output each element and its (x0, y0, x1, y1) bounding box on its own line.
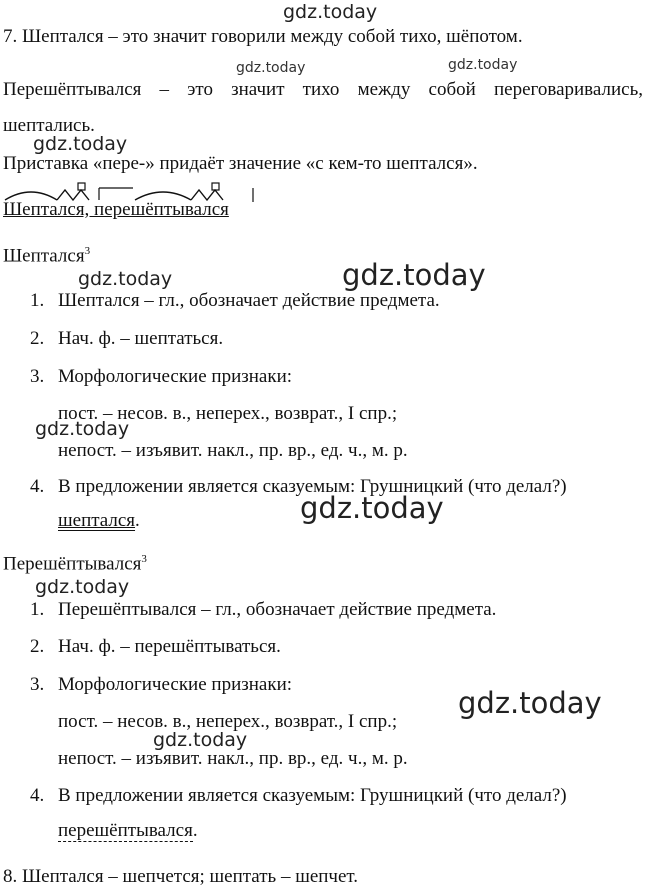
item-text: Морфологические признаки: (58, 674, 293, 695)
watermark: gdz.today (448, 57, 518, 73)
analysis2-item-3 (30, 674, 292, 697)
analysis2-item-2 (30, 636, 281, 659)
punctuation: . (135, 510, 140, 531)
analysis1-const: пост. – несов. в., неперех., возврат., I спр.; (58, 403, 398, 424)
analysis1-item-4 (30, 476, 644, 499)
item-text: В предложении является сказуемым: Грушницкий (что делал?) (58, 476, 567, 497)
analysis1-sup: 3 (84, 245, 91, 257)
task7-line1: 7. Шептался – это значит говорили между собой тихо, шёпотом. (3, 26, 523, 47)
analysis2-nonconst: непост. – изъявит. накл., пр. вр., ед. ч., м. р. (58, 748, 408, 769)
item-number: 1. (30, 599, 45, 620)
watermark: gdz.today (236, 60, 306, 76)
item-text: Нач. ф. – шептаться. (58, 328, 224, 349)
item-text: Перешёптывался – гл., обозначает действие предмета. (58, 599, 497, 620)
watermark: gdz.today (35, 576, 130, 598)
predicate-word: перешёптывался (58, 820, 193, 841)
task7-line3: Приставка «пере-» придаёт значение «с кем-то шептался». (3, 153, 478, 174)
watermark: gdz.today (342, 258, 486, 292)
analysis2-sup: 3 (141, 553, 147, 565)
watermark: gdz.today (300, 491, 444, 525)
analysis1-item-4-word (58, 510, 140, 533)
analysis2-item-1 (30, 599, 496, 622)
item-number: 4. (30, 785, 45, 806)
item-number: 3. (30, 674, 45, 695)
analysis1-item-3 (30, 366, 292, 389)
analysis1-title-text: Шептался (3, 245, 85, 267)
analysis2-title (3, 553, 147, 576)
item-number: 1. (30, 290, 45, 311)
item-text: В предложении является сказуемым: Грушницкий (что делал?) (58, 785, 567, 806)
parsed-words: Шептался, перешёптывался (3, 199, 229, 220)
watermark: gdz.today (153, 729, 248, 751)
watermark: gdz.today (458, 686, 602, 720)
item-number: 3. (30, 366, 45, 387)
analysis1-title (3, 245, 90, 268)
analysis2-item-4 (30, 785, 644, 808)
task7-paragraph: Перешёптывался – это значит тихо между собой переговаривались, шептались. (3, 79, 643, 136)
task8-line: 8. Шептался – шепчется; шептать – шепчет. (3, 866, 359, 887)
item-number: 4. (30, 476, 45, 497)
item-text: Морфологические признаки: (58, 366, 293, 387)
watermark: gdz.today (33, 133, 128, 155)
punctuation: . (192, 820, 198, 841)
item-number: 2. (30, 328, 45, 349)
analysis1-item-2 (30, 328, 223, 351)
watermark: gdz.today (78, 268, 173, 290)
item-text: Нач. ф. – перешёптываться. (58, 636, 281, 657)
predicate-word: шептался (58, 510, 136, 531)
analysis2-const: пост. – несов. в., неперех., возврат., I спр.; (58, 711, 398, 732)
analysis2-title-text: Перешёптывался (3, 553, 142, 575)
analysis1-item-1 (30, 290, 440, 313)
watermark: gdz.today (283, 1, 378, 23)
item-text: Шептался – гл., обозначает действие предмета. (58, 290, 440, 311)
analysis1-nonconst: непост. – изъявит. накл., пр. вр., ед. ч., м. р. (58, 440, 408, 461)
analysis2-item-4-word (58, 820, 198, 843)
watermark: gdz.today (35, 418, 130, 440)
item-number: 2. (30, 636, 45, 657)
